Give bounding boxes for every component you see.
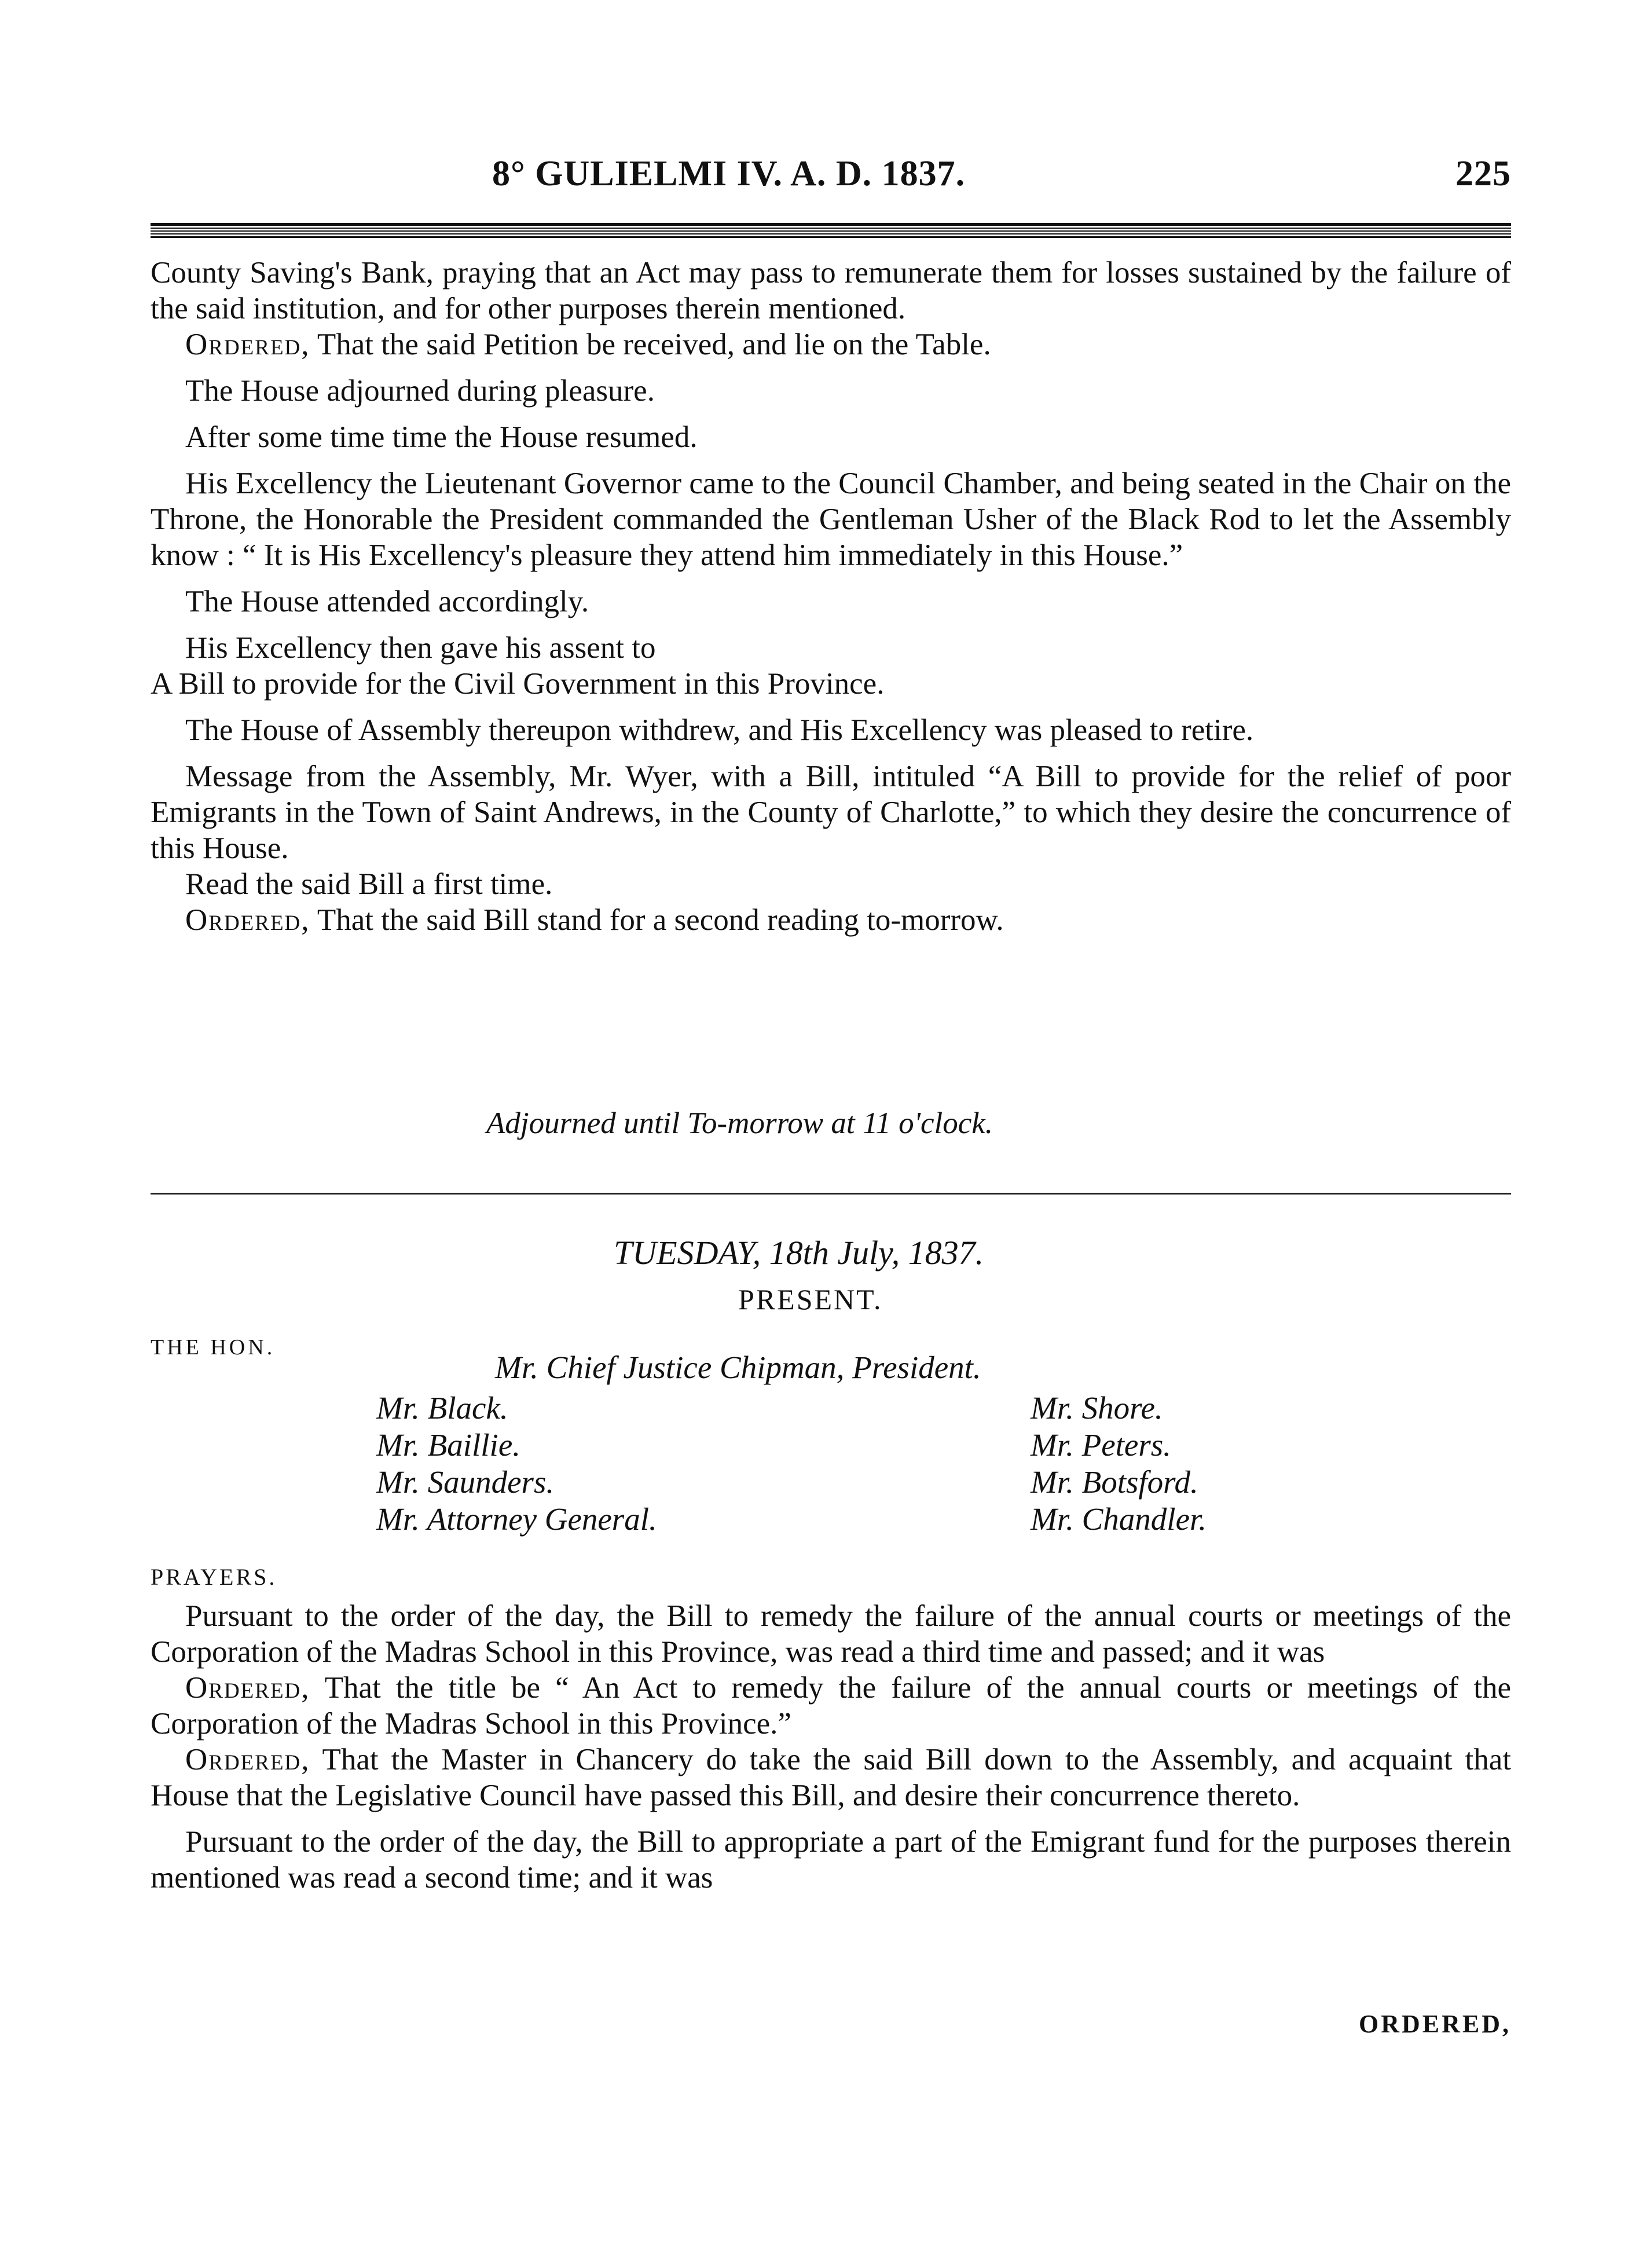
catchword: ORDERED,: [1358, 2010, 1511, 2038]
paragraph: Pursuant to the order of the day, the Bill to appropriate a part of the Emigrant fund for the purposes therein mentioned was read a second time; and it was: [151, 1825, 1511, 1895]
page-number: 225: [1455, 154, 1511, 193]
paragraph: [151, 1670, 1511, 1742]
member-name: Mr. Chandler.: [1031, 1501, 1207, 1537]
member-name: Mr. Black.: [376, 1390, 508, 1426]
member-name: Mr. Baillie.: [376, 1427, 521, 1463]
paragraph: The House of Assembly thereupon withdrew, and His Excellency was pleased to retire.: [185, 713, 1254, 747]
ordered-label: Ordered,: [185, 1743, 310, 1776]
running-header: [151, 153, 1511, 206]
president-line: Mr. Chief Justice Chipman, President.: [495, 1350, 981, 1385]
paragraph: The House attended accordingly.: [185, 585, 589, 618]
ordered-label: Ordered,: [185, 903, 310, 937]
paragraph: Read the said Bill a first time.: [185, 867, 553, 901]
paragraph: His Excellency then gave his assent to: [185, 631, 656, 665]
paragraph-text: That the said Bill stand for a second reading to-morrow.: [310, 903, 1004, 937]
member-name: Mr. Botsford.: [1031, 1464, 1198, 1500]
paragraph: The House adjourned during pleasure.: [185, 374, 655, 408]
adjournment-note: Adjourned until To-morrow at 11 o'clock.: [486, 1106, 993, 1140]
paragraph-text: That the said Petition be received, and lie on the Table.: [310, 328, 991, 361]
member-name: Mr. Saunders.: [376, 1464, 555, 1500]
header-title: 8° GULIELMI IV. A. D. 1837.: [492, 154, 966, 193]
paragraph-text: That the Master in Chancery do take the said Bill down to the Assembly, and acquaint that House that the Legislative Council have passed this Bill, and desire their concurrence thereto.: [151, 1743, 1511, 1812]
paragraph: Message from the Assembly, Mr. Wyer, with a Bill, intituled “A Bill to provide for the relief of poor Emigrants in the Town of Saint Andrews, in the County of Charlotte,” to which they desire the concurrence of this House.: [151, 760, 1511, 865]
paragraph: [151, 1742, 1511, 1813]
paragraph: County Saving's Bank, praying that an Act may pass to remunerate them for losses sustained by the failure of the said institution, and for other purposes therein mentioned.: [151, 256, 1511, 325]
day-heading: TUESDAY, 18th July, 1837.: [614, 1234, 984, 1272]
paragraph-text: That the title be “ An Act to remedy the failure of the annual courts or meetings of the Corporation of the Madras School in this Province.”: [151, 1671, 1511, 1741]
member-name: Mr. Peters.: [1031, 1427, 1171, 1463]
paragraph: A Bill to provide for the Civil Government in this Province.: [151, 667, 885, 701]
member-name: Mr. Shore.: [1031, 1390, 1163, 1426]
paragraph: After some time time the House resumed.: [185, 420, 698, 454]
paragraph: [151, 902, 1511, 938]
ordered-label: Ordered,: [185, 328, 310, 361]
header-rule: [151, 223, 1511, 238]
paragraph: Pursuant to the order of the day, the Bill to remedy the failure of the annual courts or meetings of the Corporation of the Madras School in this Province, was read a third time and passed; and it was: [151, 1599, 1511, 1669]
present-heading: PRESENT.: [738, 1283, 883, 1316]
the-hon-label: THE HON.: [151, 1335, 276, 1360]
paragraph: [151, 327, 1511, 362]
upper-section: [151, 255, 1511, 938]
members-right-column: [1031, 1390, 1207, 1538]
ordered-label: Ordered,: [185, 1671, 310, 1705]
members-left-column: [376, 1390, 657, 1538]
paragraph: His Excellency the Lieutenant Governor came to the Council Chamber, and being seated in the Chair on the Throne, the Honorable the President commanded the Gentleman Usher of the Black Rod to let the Assembly know : “ It is His Excellency's pleasure they attend him immediately in this House.”: [151, 467, 1511, 572]
section-divider: [151, 1193, 1511, 1195]
prayers-label: PRAYERS.: [151, 1564, 277, 1590]
lower-section: [151, 1598, 1511, 1896]
member-name: Mr. Attorney General.: [376, 1501, 657, 1537]
